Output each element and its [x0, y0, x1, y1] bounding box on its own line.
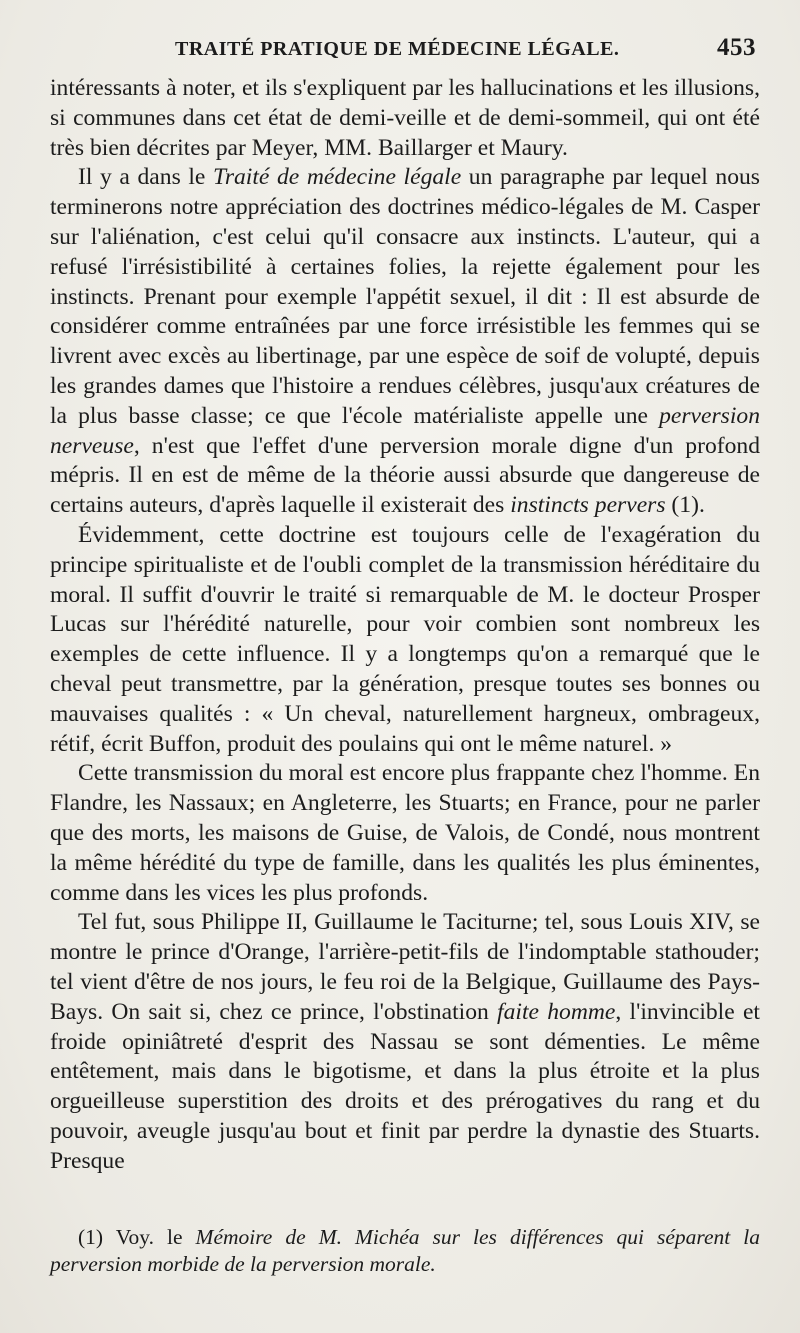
footnote — [50, 1224, 760, 1278]
running-header — [50, 34, 760, 74]
text-run: un paragraphe par lequel nous terminerons notre appréciation des doctrines médico-légales de M. Casper sur l'aliénation, c'est celui qu'il consacre aux instincts. L'auteur, qui a refusé l'irrésistibilité à certaines folies, la rejette également pour les instincts. Prenant pour exemple l'appétit sexuel, il dit : Il est absurde de considérer comme entraînées par une force irrésistible les femmes qui se livrent avec excès au libertinage, par une espèce de soif de volupté, depuis les grandes dames que l'histoire a rendues célèbres, jusqu'aux créatures de la plus basse classe; ce que l'école matérialiste appelle une — [50, 164, 760, 429]
paragraph — [50, 908, 760, 1176]
text-run: (1). — [665, 492, 705, 519]
text-run: Tel fut, sous Philippe II, Guillaume le Taciturne; tel, sous Louis XIV, se montre le prince d'Orange, l'arrière-petit-fils de l'indomptable stathouder; tel vient d'être de nos jours, le feu roi de la Belgique, Guillaume des Pays-Bays. On sait si, chez ce prince, l'obstination — [50, 909, 760, 1025]
footnotes — [50, 1224, 760, 1278]
italic-text: perversion nerveuse — [50, 402, 760, 459]
italic-text: Traité de médecine légale — [213, 164, 462, 191]
running-title: TRAITÉ PRATIQUE DE MÉDECINE LÉGALE. — [175, 38, 620, 60]
italic-text: instincts pervers — [510, 492, 666, 519]
page-number: 453 — [717, 34, 756, 61]
text-run: Il y a dans le — [78, 164, 213, 191]
text-run: Cette transmission du moral est encore plus frappante chez l'homme. En Flandre, les Nassaux; en Angleterre, les Stuarts; en France, pour ne parler que des morts, les maisons de Guise, de Valois, de Condé, nous montrent la même hérédité du type de famille, dans les qualités les plus éminentes, comme dans les vices les plus profonds. — [50, 760, 760, 906]
text-run: Évidemment, cette doctrine est toujours celle de l'exagération du principe spiritualiste et de l'oubli complet de la transmission héréditaire du moral. Il suffit d'ouvrir le traité si remarquable de M. le docteur Prosper Lucas sur l'hérédité naturelle, pour voir combien sont nombreux les exemples de cette influence. Il y a longtemps qu'on a remarqué que le cheval peut transmettre, par la génération, presque toutes ses bonnes ou mauvaises qualités : « Un cheval, naturellement hargneux, ombrageux, rétif, écrit Buffon, produit des poulains qui ont le même naturel. » — [50, 521, 760, 757]
italic-text: faite homme — [497, 998, 616, 1025]
paragraph — [50, 163, 760, 521]
text-run: , n'est que l'effet d'une perversion morale digne d'un profond mépris. Il en est de même de la théorie aussi absurde que dangereuse de certains auteurs, d'après laquelle il existerait des — [50, 432, 760, 519]
text-run: (1) Voy. le — [78, 1225, 196, 1250]
paragraph — [50, 521, 760, 759]
main-text — [50, 74, 760, 1176]
text-run: , l'invincible et froide opiniâtreté d'esprit des Nassau se sont démenties. Le même entêtement, mais dans le bigotisme, et dans la plus étroite et la plus orgueilleuse superstition des droits et des prérogatives du rang et du pouvoir, aveugle jusqu'au bout et finit par perdre la dynastie des Stuarts. Presque — [50, 998, 760, 1174]
text-run: intéressants à noter, et ils s'expliquent par les hallucinations et les illusions, si communes dans cet état de demi-veille et de demi-sommeil, qui ont été très bien décrites par Meyer, MM. Baillarger et Maury. — [50, 75, 760, 161]
paragraph — [50, 74, 760, 163]
italic-text: Mémoire de M. Michéa sur les différences qui séparent la perversion morbide de la perversion morale. — [50, 1225, 760, 1277]
paragraph — [50, 759, 760, 908]
